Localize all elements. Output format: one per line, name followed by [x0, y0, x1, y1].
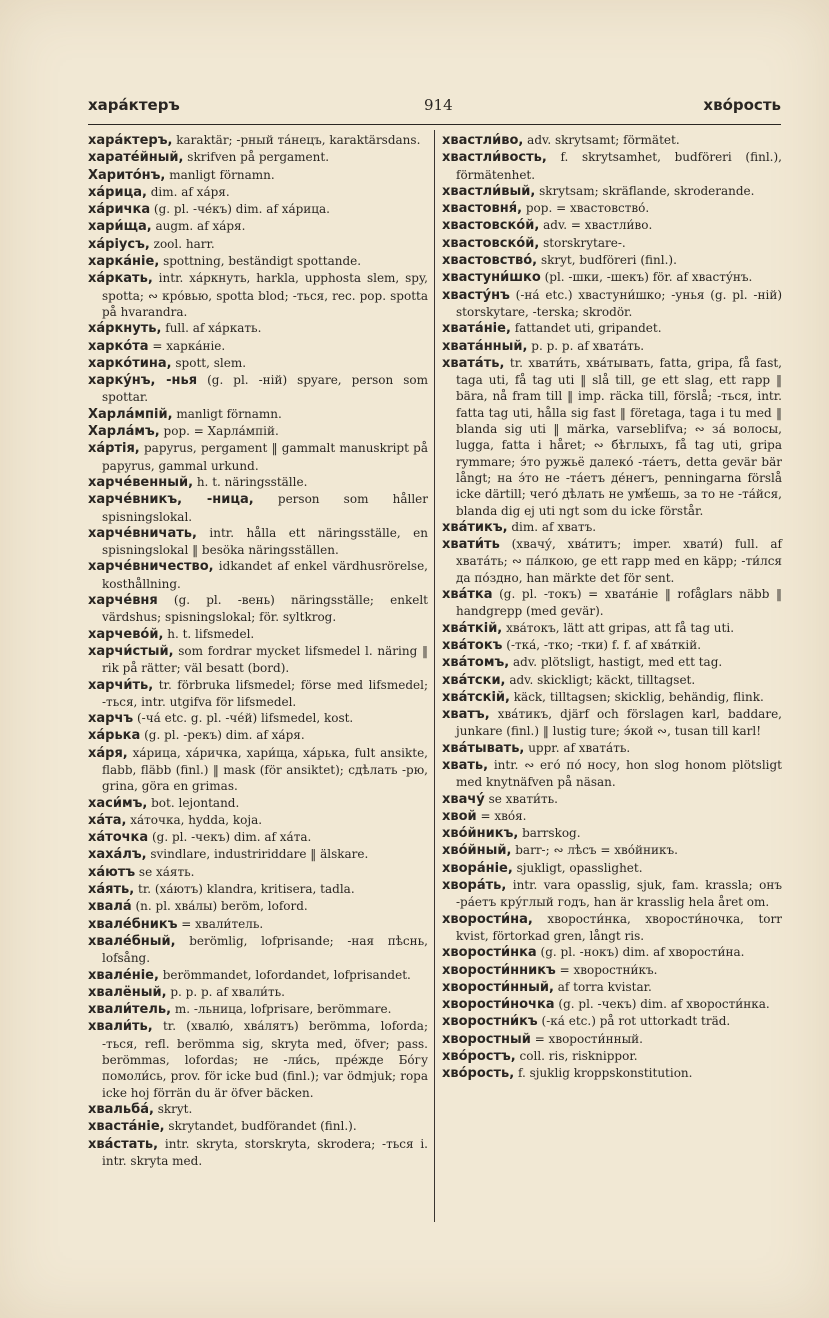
entry-definition: (n. pl. хва́лы) beröm, loford. [131, 899, 308, 914]
dictionary-entry [88, 236, 428, 253]
entry-definition: f. sjuklig kroppskonstitution. [514, 1066, 693, 1081]
entry-definition: barr-; ∾ лѣсъ = хво́йникъ. [511, 843, 678, 858]
dictionary-entry [442, 132, 782, 149]
entry-definition: spott, slem. [171, 355, 247, 370]
dictionary-entry [88, 984, 428, 1001]
entry-definition: tr. förbruka lifsmedel; förse med lifsmedel; -ться, intr. utgifva för lifsmedel. [102, 677, 428, 709]
entry-definition: (хвачу́, хва́титъ; imper. хвати́) full. af хвата́ть; ∾ па́лкою, ge ett rapp med en käpp; -ти́лся да по́здно, han märkte det för sent. [456, 537, 782, 585]
entry-definition: = харка́ніе. [148, 338, 226, 353]
entry-headword: хвали́тель, [88, 1002, 172, 1018]
entry-definition: tr. (ха́ютъ) klandra, kritisera, tadla. [134, 882, 355, 897]
entry-definition: zool. harr. [149, 236, 215, 251]
entry-definition: хва́токъ, lätt att gripas, att få tag uti. [502, 620, 735, 635]
dictionary-entry [442, 791, 782, 808]
dictionary-entry [88, 320, 428, 337]
entry-headword: ха́та, [88, 812, 127, 828]
entry-definition: f. skrytsamhet, budföreri (finl.), förmätenhet. [456, 150, 782, 182]
entry-headword: хво́йный, [442, 843, 512, 859]
dictionary-entry [88, 626, 428, 643]
dictionary-entry [442, 320, 782, 337]
entry-headword: харчъ [88, 711, 134, 727]
dictionary-entry [88, 846, 428, 863]
dictionary-entry [88, 491, 428, 525]
entry-definition: intr. ∾ его́ по́ носу, hon slog honom plötsligt med knytnäfven på näsan. [456, 757, 782, 790]
entry-definition: = хво́я. [476, 808, 527, 823]
entry-headword: Харито́нъ, [88, 167, 166, 183]
dictionary-entry [442, 252, 782, 269]
entry-definition: m. -льница, lofprisare, berömmare. [171, 1002, 392, 1017]
entry-definition: augm. af ха́ря. [151, 219, 246, 234]
entry-headword: ха́ричка [88, 202, 151, 218]
entry-definition: af torra kvistar. [553, 979, 652, 994]
entry-headword: хаси́мъ, [88, 795, 148, 811]
entry-headword: хаха́лъ, [88, 847, 147, 863]
entry-definition: sjukligt, opasslighet. [512, 860, 643, 875]
entry-definition: manligt förnamn. [172, 406, 282, 421]
dictionary-entry [88, 218, 428, 235]
entry-definition: h. t. näringsställe. [193, 474, 308, 489]
dictionary-entry [88, 812, 428, 829]
entry-headword: хва́тывать, [442, 740, 525, 756]
entry-definition: pop. = хвастовство́. [522, 201, 650, 216]
entry-definition: (g. pl. -ній) spyare, person som spottar. [102, 373, 428, 405]
page-number: 914 [424, 96, 453, 114]
entry-definition: karaktär; -рный та́нецъ, karaktärsdans. [172, 133, 421, 147]
entry-definition: (pl. -шки, -шекъ) för. af хвасту́нъ. [540, 270, 753, 285]
dictionary-entry [88, 1118, 428, 1135]
entry-definition: bot. lejontand. [147, 795, 240, 810]
entry-definition: (g. pl. -чекъ) dim. af хворости́нка. [554, 997, 770, 1012]
entry-headword: хва́тски, [442, 672, 506, 688]
entry-headword: хвалёный, [88, 984, 167, 1000]
entry-headword: ха́ркать, [88, 271, 153, 287]
dictionary-entry [88, 710, 428, 727]
entry-definition: berömmandet, lofordandet, lofprisandet. [158, 967, 411, 982]
entry-headword: хва́тка [442, 587, 493, 603]
column-divider [434, 130, 435, 1222]
entry-headword: харку́нъ, -нья [88, 373, 198, 389]
entry-headword: Харла́мъ, [88, 424, 160, 440]
entry-definition: intr. hålla ett näringsställe, en spisningslokal ‖ besöka näringsställen. [102, 525, 428, 558]
entry-definition: pop. = Харла́мпій. [159, 424, 279, 439]
dictionary-entry [442, 1013, 782, 1030]
dictionary-entry [442, 355, 782, 519]
entry-headword: хвастли́вый, [442, 183, 536, 199]
entry-definition: (g. pl. -вень) näringsställe; enkelt värdshus; spisningslokal; för. syltkrog. [102, 593, 428, 625]
entry-definition: = хвали́тель. [177, 916, 264, 931]
dictionary-entry [442, 519, 782, 536]
dictionary-entry [442, 338, 782, 355]
header-rule [88, 124, 781, 125]
entry-headword: хвата́ть, [442, 355, 505, 371]
entry-definition: хва́тикъ, djärf och förslagen karl, baddare, junkare (finl.) ‖ lustig ture; э́кой ∾, tusan till karl! [456, 707, 782, 739]
entry-headword: ха́точка [88, 830, 149, 846]
entry-definition: berömlig, lofprisande; -ная пѣснь, lofsång. [102, 933, 428, 966]
entry-headword: харчево́й, [88, 626, 164, 642]
entry-headword: хво́рость, [442, 1066, 515, 1082]
entry-definition: = хворости́нный. [530, 1031, 643, 1046]
entry-headword: хваста́ніе, [88, 1119, 165, 1135]
entry-headword: хворости́нный, [442, 979, 554, 995]
entry-definition: ха́точка, hydda, koja. [126, 812, 263, 827]
entry-definition: dim. af хватъ. [507, 519, 597, 534]
entry-definition: = хворостни́къ. [555, 962, 658, 977]
entry-definition: som fordrar mycket lifsmedel l. näring ‖ rik på rätter; väl besatt (bord). [102, 643, 428, 676]
entry-definition: person som håller spisningslokal. [102, 492, 428, 524]
entry-headword: ха́ркнуть, [88, 321, 162, 337]
dictionary-entry [88, 864, 428, 881]
entry-definition: svindlare, industririddare ‖ älskare. [146, 847, 369, 862]
dictionary-entry [88, 829, 428, 846]
entry-definition: p. p. p. af хвали́ть. [166, 984, 285, 999]
entry-headword: хва́токъ [442, 637, 503, 653]
dictionary-entry [88, 881, 428, 898]
dictionary-entry [442, 962, 782, 979]
entry-headword: хвата́нный, [442, 338, 528, 354]
entry-definition: (g. pl. -рекъ) dim. af ха́ря. [140, 728, 305, 743]
dictionary-entry [88, 132, 428, 149]
dictionary-entry [88, 372, 428, 406]
entry-definition: (g. pl. -токъ) = хвата́ніе ‖ rofåglars näbb ‖ handgrepp (med gevär). [456, 587, 782, 619]
entry-headword: хвасту́нъ [442, 287, 510, 303]
dictionary-entry [88, 967, 428, 984]
entry-headword: хва́стать, [88, 1136, 159, 1152]
entry-definition: adv. skickligt; käckt, tilltagset. [505, 672, 696, 687]
dictionary-entry [442, 654, 782, 671]
entry-headword: харчи́ть, [88, 677, 154, 693]
dictionary-entry [442, 235, 782, 252]
entry-headword: хворости́нникъ [442, 962, 556, 978]
entry-headword: хвали́ть, [88, 1019, 153, 1035]
entry-definition: skrytsam; skräflande, skroderande. [535, 183, 755, 198]
dictionary-entry [88, 167, 428, 184]
dictionary-entry [88, 474, 428, 491]
dictionary-entry [442, 860, 782, 877]
entry-definition: skryt. [153, 1101, 193, 1116]
dictionary-entry [442, 842, 782, 859]
dictionary-entry [88, 270, 428, 320]
entry-definition: käck, tilltagsen; skicklig, behändig, flink. [509, 689, 764, 704]
dictionary-entry [442, 808, 782, 825]
dictionary-entry [442, 536, 782, 586]
entry-definition: skrytandet, budförandet (finl.). [164, 1119, 357, 1134]
entry-definition: fattandet uti, gripandet. [510, 321, 662, 336]
dictionary-entry [88, 423, 428, 440]
entry-headword: Харла́мпій, [88, 406, 173, 422]
dictionary-entry [88, 338, 428, 355]
entry-definition: storskrytare-. [539, 235, 626, 250]
dictionary-entry [88, 1101, 428, 1118]
entry-definition: intr. skryta, storskryta, skrodera; -ться i. intr. skryta med. [102, 1136, 428, 1168]
entry-headword: хвастовско́й, [442, 218, 540, 234]
entry-definition: (g. pl. -че́къ) dim. af ха́рица. [150, 202, 330, 217]
dictionary-entry [88, 525, 428, 559]
entry-definition: p. p. p. af хвата́ть. [527, 338, 645, 353]
entry-definition: skryt, budföreri (finl.). [537, 253, 677, 268]
entry-headword: ха́рька [88, 728, 141, 744]
entry-headword: хвастли́вость, [442, 150, 547, 166]
entry-definition: adv. plötsligt, hastigt, med ett tag. [509, 655, 723, 670]
entry-definition: idkandet af enkel värdhusrörelse, kosthållning. [102, 559, 428, 591]
entry-definition: (g. pl. -нокъ) dim. af хворости́на. [536, 945, 745, 960]
dictionary-entry [88, 201, 428, 218]
dictionary-entry [442, 217, 782, 234]
entry-headword: хва́тикъ, [442, 519, 508, 535]
entry-headword: хвастовство́, [442, 253, 538, 269]
entry-headword: харко́тина, [88, 355, 172, 371]
entry-definition: adv. = хвастли́во. [539, 218, 653, 233]
dictionary-entry [442, 689, 782, 706]
dictionary-entry [442, 586, 782, 620]
dictionary-entry [442, 757, 782, 791]
dictionary-entry [442, 672, 782, 689]
entry-headword: харче́вня [88, 593, 158, 609]
entry-definition: ха́рица, ха́ричка, хари́ща, ха́рька, fult ansikte, flabb, fläbb (finl.) ‖ mask (för ansiktet); сдѣлать -рю, grina, göra en grimas. [102, 745, 428, 794]
entry-headword: хворостный [442, 1031, 531, 1047]
entry-headword: хвора́ть, [442, 878, 507, 894]
entry-definition: se хвати́ть. [484, 791, 558, 806]
entry-headword: харка́ніе, [88, 254, 160, 270]
entry-headword: хво́йникъ, [442, 826, 519, 842]
dictionary-entry [88, 406, 428, 423]
entry-headword: харате́йный, [88, 150, 184, 166]
entry-headword: харче́вничать, [88, 525, 197, 541]
dictionary-entry [88, 727, 428, 744]
entry-headword: ха́ртія, [88, 441, 140, 457]
entry-definition: хворости́нка, хворости́ночка, torr kvist, förtorkad gren, långt ris. [456, 911, 782, 943]
dictionary-entry [442, 740, 782, 757]
dictionary-entry [88, 898, 428, 915]
dictionary-entry [442, 979, 782, 996]
entry-headword: харче́вничество, [88, 559, 214, 575]
dictionary-entry [442, 269, 782, 286]
dictionary-entry [88, 1018, 428, 1100]
dictionary-entry [88, 745, 428, 795]
entry-headword: ха́ютъ [88, 864, 136, 880]
entry-headword: харче́вникъ, -ница, [88, 492, 254, 508]
entry-headword: хвастли́во, [442, 133, 524, 148]
entry-definition: spottning, beständigt spottande. [159, 254, 362, 269]
entry-definition: dim. af ха́ря. [146, 184, 230, 199]
entry-headword: хва́тскій, [442, 689, 510, 705]
entry-headword: хвой [442, 808, 477, 824]
entry-headword: хвать, [442, 757, 489, 773]
entry-headword: хвастовско́й, [442, 235, 540, 251]
dictionary-entry [442, 200, 782, 217]
header-right-word: хво́рость [703, 96, 781, 114]
entry-headword: хвала́ [88, 899, 132, 915]
entry-definition: intr. ха́ркнуть, harkla, upphosta slem, spy, spotta; ∾ кро́вью, spotta blod; -ться, rec. pop. spotta på hvarandra. [102, 271, 428, 319]
dictionary-entry [442, 620, 782, 637]
entry-headword: хворости́нка [442, 945, 537, 961]
dictionary-entry [88, 592, 428, 626]
entry-headword: хара́ктеръ, [88, 133, 173, 148]
left-column [88, 132, 428, 1169]
entry-definition: barrskog. [518, 826, 581, 841]
dictionary-entry [442, 183, 782, 200]
dictionary-entry [442, 149, 782, 183]
entry-headword: хворости́на, [442, 911, 533, 927]
dictionary-entry [442, 706, 782, 740]
dictionary-entry [88, 440, 428, 474]
dictionary-entry [88, 149, 428, 166]
entry-headword: хвале́бный, [88, 933, 176, 949]
entry-headword: харко́та [88, 338, 149, 354]
entry-headword: хвастуни́шко [442, 270, 541, 286]
dictionary-entry [442, 825, 782, 842]
entry-headword: хватъ, [442, 707, 490, 723]
right-column [442, 132, 782, 1083]
entry-headword: харчи́стый, [88, 643, 174, 659]
entry-definition: papyrus, pergament ‖ gammalt manuskript på papyrus, gammal urkund. [102, 441, 428, 473]
entry-headword: хва́ткій, [442, 620, 503, 636]
page-header [88, 96, 781, 120]
dictionary-entry [88, 677, 428, 711]
entry-definition: full. af ха́ркать. [161, 321, 262, 336]
dictionary-entry [88, 795, 428, 812]
dictionary-entry [442, 1048, 782, 1065]
entry-headword: ха́ріусъ, [88, 236, 150, 252]
entry-headword: ха́ря, [88, 745, 128, 761]
entry-definition: h. t. lifsmedel. [163, 626, 255, 641]
dictionary-entry [442, 637, 782, 654]
entry-headword: хари́ща, [88, 219, 152, 235]
dictionary-entry [442, 287, 782, 321]
dictionary-entry [88, 1001, 428, 1018]
entry-definition: manligt förnamn. [165, 167, 275, 182]
entry-definition: tr. (хвалю́, хва́лятъ) berömma, loforda; -ться, refl. berömma sig, skryta med, öfver; pass. berömmas, lofordas; не -ли́сь, пре́жде Бо́гу помоли́сь, prov. för icke bud (finl.); var ödmjuk; ropa icke hoj förrän du är öfver bäcken. [102, 1019, 428, 1100]
entry-headword: хвале́бникъ [88, 916, 178, 932]
entry-definition: (-ча́ etc. g. pl. -че́й) lifsmedel, kost. [133, 711, 354, 726]
entry-definition: skrifven på pergament. [183, 150, 330, 165]
dictionary-entry [88, 184, 428, 201]
dictionary-entry [88, 355, 428, 372]
entry-definition: coll. ris, risknippor. [515, 1049, 638, 1064]
entry-definition: uppr. af хвата́ть. [524, 740, 631, 755]
entry-definition: (-тка́, -тко; -тки) f. f. af хва́ткій. [502, 637, 702, 652]
entry-headword: хвальба́, [88, 1101, 154, 1117]
entry-headword: хвора́ніе, [442, 860, 513, 876]
dictionary-entry [442, 1031, 782, 1048]
entry-headword: ха́рица, [88, 184, 147, 200]
entry-definition: tr. хвати́ть, хва́тывать, fatta, gripa, få fast, taga uti, få tag uti ‖ slå till, ge ett slag, ett rapp ‖ bära, nå fram till ‖ imp. räcka till, förslå; -ться, intr. fatta tag uti, hålla sig fast ‖ företaga, taga i tu med ‖ blanda sig uti ‖ märka, varseblifva; ∾ за́ волосы, lugga, fatta i håret; ∾ бѣглыхъ, få tag uti, gripa rymmare; э́то ружьё далеко́ -та́етъ, detta gevär bär långt; на э́то не -та́етъ де́негъ, penningarna förslå icke därtill; чего́ дѣлать не умѣ́ешь, за то не -та́йся, blanda dig ej uti ngt som du icke förstår. [456, 355, 782, 518]
entry-headword: хва́томъ, [442, 655, 510, 671]
entry-headword: хвастовня́, [442, 201, 523, 217]
dictionary-entry [88, 643, 428, 677]
dictionary-entry [88, 916, 428, 933]
dictionary-entry [88, 558, 428, 592]
entry-definition: (-ка́ etc.) på rot uttorkadt träd. [537, 1014, 731, 1029]
dictionary-entry [442, 877, 782, 911]
header-left-word: хара́ктеръ [88, 96, 180, 114]
dictionary-entry [88, 253, 428, 270]
dictionary-entry [442, 944, 782, 961]
entry-headword: хвата́ніе, [442, 321, 511, 337]
entry-definition: intr. vara opasslig, sjuk, fam. krassla; онъ -ра́етъ кру́глый годъ, han är krasslig hela året om. [456, 878, 782, 910]
entry-headword: хво́ростъ, [442, 1049, 516, 1065]
entry-headword: ха́ять, [88, 882, 135, 898]
dictionary-entry [88, 933, 428, 967]
entry-headword: харче́венный, [88, 474, 194, 490]
dictionary-entry [442, 996, 782, 1013]
entry-headword: хвати́ть [442, 537, 500, 553]
entry-headword: хвале́ніе, [88, 967, 159, 983]
entry-headword: хворости́ночка [442, 997, 555, 1013]
entry-definition: (-на́ etc.) хвастуни́шко; -унья (g. pl. -ній) storskytare, -terska; skrodör. [456, 287, 782, 319]
entry-definition: (g. pl. -чекъ) dim. af ха́та. [148, 830, 312, 845]
entry-headword: хвачу́ [442, 791, 485, 807]
dictionary-entry [88, 1136, 428, 1170]
entry-definition: se ха́ять. [135, 864, 195, 879]
entry-definition: adv. skrytsamt; förmätet. [523, 133, 680, 147]
dictionary-entry [442, 911, 782, 945]
entry-headword: хворостни́къ [442, 1014, 538, 1030]
dictionary-entry [442, 1065, 782, 1082]
